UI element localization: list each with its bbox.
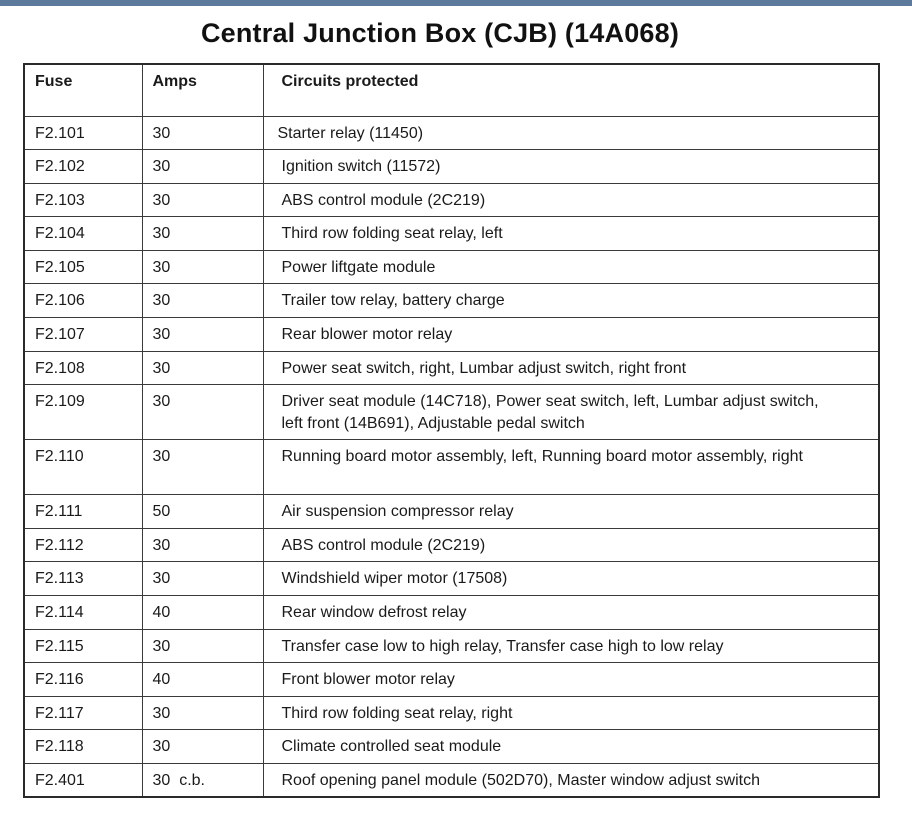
circuits-cell: Power liftgate module	[263, 250, 879, 284]
fuse-cell: F2.112	[24, 528, 142, 562]
table-row	[24, 440, 879, 495]
fuse-cell: F2.102	[24, 150, 142, 184]
fuse-cell: F2.118	[24, 730, 142, 764]
amps-cell: 30 c.b.	[142, 764, 263, 798]
fuse-cell: F2.106	[24, 284, 142, 318]
fuse-cell: F2.104	[24, 217, 142, 251]
circuits-cell: Climate controlled seat module	[263, 730, 879, 764]
table-row	[24, 183, 879, 217]
amps-cell: 30	[142, 250, 263, 284]
table-row	[24, 730, 879, 764]
table-row	[24, 150, 879, 184]
table-row	[24, 562, 879, 596]
fuse-cell: F2.103	[24, 183, 142, 217]
table-row	[24, 351, 879, 385]
amps-cell: 40	[142, 596, 263, 630]
circuits-cell: Third row folding seat relay, right	[263, 696, 879, 730]
fuse-cell: F2.115	[24, 629, 142, 663]
fuse-cell: F2.105	[24, 250, 142, 284]
fuse-cell: F2.117	[24, 696, 142, 730]
amps-cell: 40	[142, 663, 263, 697]
circuits-cell: Air suspension compressor relay	[263, 495, 879, 529]
circuits-cell: Running board motor assembly, left, Running board motor assembly, right	[263, 440, 879, 495]
circuits-cell: Rear blower motor relay	[263, 318, 879, 352]
fuse-cell: F2.113	[24, 562, 142, 596]
header-fuse: Fuse	[24, 64, 142, 116]
circuits-cell: Starter relay (11450)	[263, 116, 879, 150]
circuits-cell: Trailer tow relay, battery charge	[263, 284, 879, 318]
amps-cell: 30	[142, 318, 263, 352]
amps-cell: 30	[142, 528, 263, 562]
amps-cell: 30	[142, 150, 263, 184]
amps-cell: 30	[142, 440, 263, 495]
amps-cell: 30	[142, 217, 263, 251]
circuits-cell: Rear window defrost relay	[263, 596, 879, 630]
amps-cell: 30	[142, 730, 263, 764]
circuits-cell: ABS control module (2C219)	[263, 183, 879, 217]
amps-cell: 30	[142, 351, 263, 385]
table-body	[24, 116, 879, 797]
fuse-cell: F2.101	[24, 116, 142, 150]
amps-cell: 30	[142, 629, 263, 663]
circuits-cell: Ignition switch (11572)	[263, 150, 879, 184]
circuits-cell: Power seat switch, right, Lumbar adjust switch, right front	[263, 351, 879, 385]
fuse-cell: F2.111	[24, 495, 142, 529]
table-row	[24, 385, 879, 440]
amps-cell: 30	[142, 116, 263, 150]
fuse-cell: F2.109	[24, 385, 142, 440]
table-row	[24, 663, 879, 697]
fuse-cell: F2.401	[24, 764, 142, 798]
amps-cell: 50	[142, 495, 263, 529]
header-row	[24, 64, 879, 116]
fuse-cell: F2.108	[24, 351, 142, 385]
amps-cell: 30	[142, 562, 263, 596]
circuits-cell: Windshield wiper motor (17508)	[263, 562, 879, 596]
table-row	[24, 528, 879, 562]
fuse-cell: F2.107	[24, 318, 142, 352]
header-circuits: Circuits protected	[263, 64, 879, 116]
page-title: Central Junction Box (CJB) (14A068)	[200, 18, 680, 48]
table-row	[24, 764, 879, 798]
circuits-cell: Driver seat module (14C718), Power seat switch, left, Lumbar adjust switch, left front (14B691), Adjustable pedal switch	[263, 385, 879, 440]
table-row	[24, 250, 879, 284]
circuits-cell: Roof opening panel module (502D70), Master window adjust switch	[263, 764, 879, 798]
fuse-cell: F2.116	[24, 663, 142, 697]
table-row	[24, 217, 879, 251]
table-row	[24, 318, 879, 352]
table-header	[24, 64, 879, 116]
amps-cell: 30	[142, 696, 263, 730]
table-row	[24, 284, 879, 318]
amps-cell: 30	[142, 284, 263, 318]
fuse-table	[23, 63, 880, 798]
table-row	[24, 116, 879, 150]
circuits-cell: ABS control module (2C219)	[263, 528, 879, 562]
top-border-rule	[0, 0, 912, 6]
table-row	[24, 629, 879, 663]
amps-cell: 30	[142, 385, 263, 440]
table-row	[24, 596, 879, 630]
fuse-cell: F2.114	[24, 596, 142, 630]
circuits-cell: Front blower motor relay	[263, 663, 879, 697]
fuse-cell: F2.110	[24, 440, 142, 495]
circuits-cell: Transfer case low to high relay, Transfer case high to low relay	[263, 629, 879, 663]
amps-cell: 30	[142, 183, 263, 217]
table-row	[24, 696, 879, 730]
table-row	[24, 495, 879, 529]
header-amps: Amps	[142, 64, 263, 116]
circuits-cell: Third row folding seat relay, left	[263, 217, 879, 251]
